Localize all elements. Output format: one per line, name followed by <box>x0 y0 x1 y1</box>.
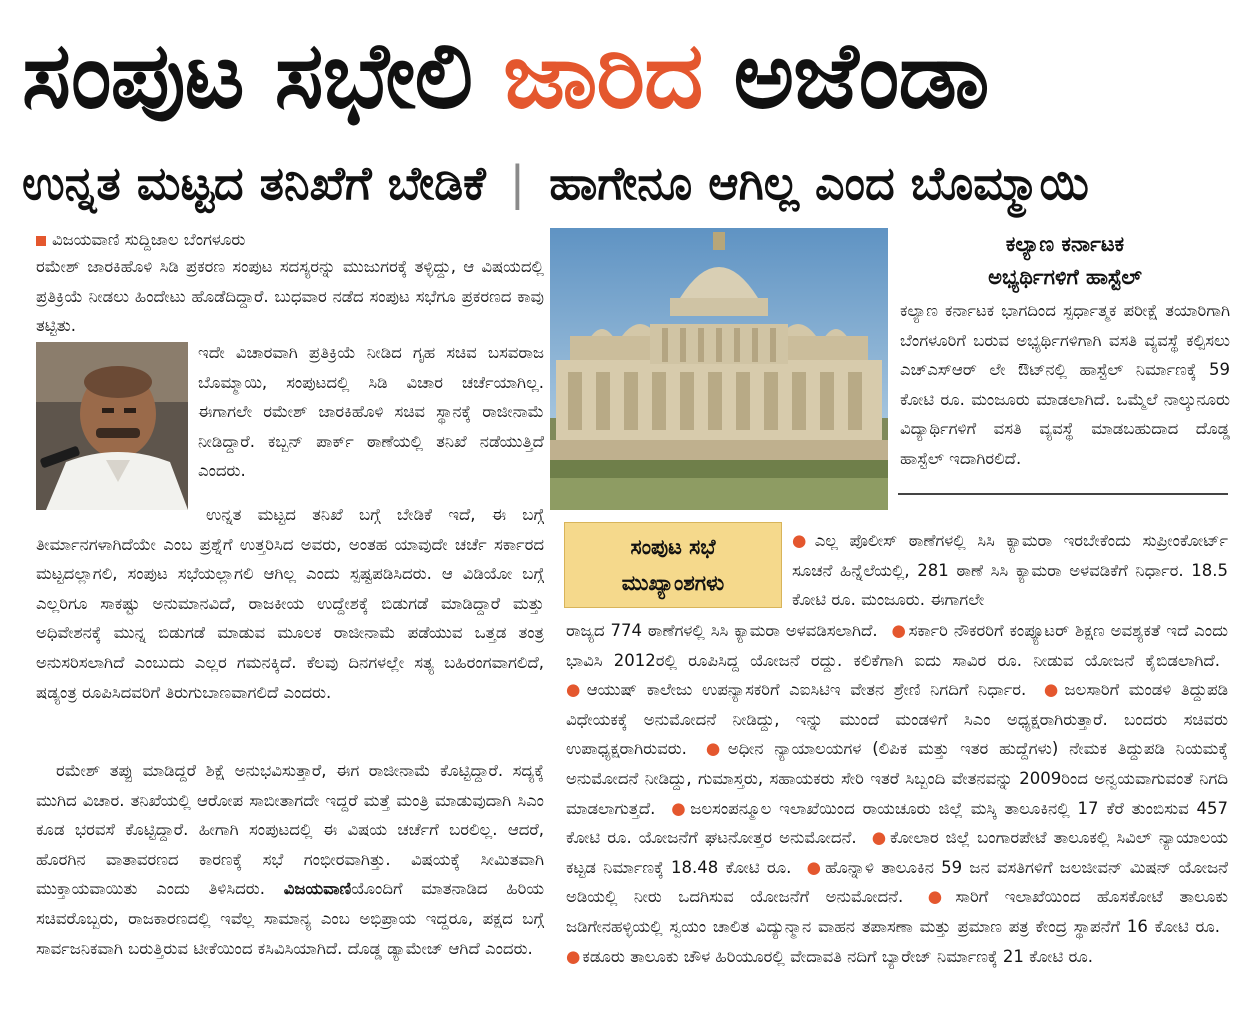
subheadline <box>22 148 1227 218</box>
bullet-icon: ● <box>792 531 813 550</box>
bullet-icon: ● <box>806 857 824 877</box>
portrait-photo-image <box>36 342 188 510</box>
highlight-item: ಆಯುಷ್ ಕಾಲೇಜು ಉಪನ್ಯಾಸಕರಿಗೆ ಎಐಸಿಟಿಇ ವೇತನ ಶ್ರೇಣಿ ನಿಗದಿಗೆ ನಿರ್ಧಾರ. <box>586 680 1027 700</box>
highlight-item-1-top: ಎಲ್ಲ ಪೊಲೀಸ್ ಠಾಣೆಗಳಲ್ಲಿ ಸಿಸಿ ಕ್ಯಾಮರಾ ಇರಬೇಕೆಂದು ಸುಪ್ರೀಂಕೋರ್ಟ್ ಸೂಚನೆ ಹಿನ್ನೆಲೆಯಲ್ಲಿ, 281 ಠಾಣೆ ಸಿಸಿ ಕ್ಯಾಮರಾ ಅಳವಡಿಕೆಗೆ ನಿರ್ಧಾರ. 18.5 ಕೋಟಿ ರೂ. ಮಂಜೂರು. ಈಗಾಗಲೇ <box>792 531 1228 610</box>
highlight-item: ಸರ್ಕಾರಿ ನೌಕರರಿಗೆ ಕಂಪ್ಯೂಟರ್ ಶಿಕ್ಷಣ ಅವಶ್ಯಕತೆ ಇದೆ ಎಂದು ಭಾವಿಸಿ 2012ರಲ್ಲಿ ರೂಪಿಸಿದ್ದ ಯೋಜನೆ ರದ್ದು. ಕಲಿಕೆಗಾಗಿ ಐದು ಸಾವಿರ ರೂ. ನೀಡುವ ಯೋಜನೆ ಕೈಬಿಡಲಾಗಿದೆ. <box>566 621 1228 670</box>
hostel-title-line-1: ಕಲ್ಯಾಣ ಕರ್ನಾಟಕ <box>1005 232 1125 256</box>
highlights-top <box>792 526 1228 618</box>
hostel-body: ಕಲ್ಯಾಣ ಕರ್ನಾಟಕ ಭಾಗದಿಂದ ಸ್ಪರ್ಧಾತ್ಮಕ ಪರೀಕ್ಷೆ ತಯಾರಿಗಾಗಿ ಬೆಂಗಳೂರಿಗೆ ಬರುವ ಅಭ್ಯರ್ಥಿಗಳಿಗಾಗಿ ವಸತಿ ವ್ಯವಸ್ಥೆ ಕಲ್ಪಿಸಲು ಎಚ್ಎಸ್ಆರ್ ಲೇ ಔಟ್‌ನಲ್ಲಿ ಹಾಸ್ಟೆಲ್ ನಿರ್ಮಾಣಕ್ಕೆ 59 ಕೋಟಿ ರೂ. ಮಂಜೂರು ಮಾಡಲಾಗಿದೆ. ಒಮ್ಮೆಲೆ ನಾಲ್ಕುನೂರು ವಿದ್ಯಾರ್ಥಿಗಳಿಗೆ ವಸತಿ ವ್ಯವಸ್ಥೆ ಮಾಡಬಹುದಾದ ದೊಡ್ಡ ಹಾಸ್ಟೆಲ್ ಇದಾಗಿರಲಿದೆ. <box>900 301 1230 468</box>
highlight-item-1-rest: ರಾಜ್ಯದ 774 ಠಾಣೆಗಳಲ್ಲಿ ಸಿಸಿ ಕ್ಯಾಮರಾ ಅಳವಡಿಸಲಾಗಿದೆ. <box>566 621 878 640</box>
article-paragraph-4-a: ರಮೇಶ್ ತಪ್ಪು ಮಾಡಿದ್ದರೆ ಶಿಕ್ಷೆ ಅನುಭವಿಸುತ್ತಾರೆ, ಈಗ ರಾಜೀನಾಮೆ ಕೊಟ್ಟಿದ್ದಾರೆ. ಸದ್ಯಕ್ಕೆ ಮುಗಿದ ವಿಚಾರ. ತನಿಖೆಯಲ್ಲಿ ಆರೋಪ ಸಾಬೀತಾಗದೇ ಇದ್ದರೆ ಮತ್ತೆ ಮಂತ್ರಿ ಮಾಡುವುದಾಗಿ ಸಿಎಂ ಕೂಡ ಭರವಸೆ ಕೊಟ್ಟಿದ್ದಾರೆ. ಹೀಗಾಗಿ ಸಂಪುಟದಲ್ಲಿ ಈ ವಿಷಯ ಚರ್ಚೆಗೆ ಬರಲಿಲ್ಲ. ಆದರೆ, ಹೊರಗಿನ ವಾತಾವರಣದ ಕಾರಣಕ್ಕೆ ಸಭೆ ಗಂಭೀರವಾಗಿತ್ತು. ವಿಷಯಕ್ಕೆ ಸೀಮಿತವಾಗಿ ಮುಕ್ತಾಯವಾಯಿತು ಎಂದು ತಿಳಿಸಿದರು. <box>36 761 544 899</box>
article-paragraph-4 <box>36 756 544 1006</box>
highlights-box-title <box>565 529 781 601</box>
article-paragraph-3: ಉನ್ನತ ಮಟ್ಟದ ತನಿಖೆ ಬಗ್ಗೆ ಬೇಡಿಕೆ ಇದೆ, ಈ ಬಗ್ಗೆ ತೀರ್ಮಾನಗಳಾಗಿದೆಯೇ ಎಂಬ ಪ್ರಶ್ನೆಗೆ ಉತ್ತರಿಸಿದ ಅವರು, ಅಂತಹ ಯಾವುದೇ ಚರ್ಚೆ ಸರ್ಕಾರದ ಮಟ್ಟದಲ್ಲಾಗಲಿ, ಸಂಪುಟ ಸಭೆಯಲ್ಲಾಗಲಿ ಆಗಿಲ್ಲ ಎಂದು ಸ್ಪಷ್ಟಪಡಿಸಿದರು. ಆ ವಿಡಿಯೋ ಬಗ್ಗೆ ಎಲ್ಲರಿಗೂ ಸಾಕಷ್ಟು ಅನುಮಾನವಿದೆ, ರಾಜಕೀಯ ಉದ್ದೇಶಕ್ಕೆ ಬಿಡುಗಡೆ ಮಾಡಿದ್ದಾರೆ ಮತ್ತು ಅಧಿವೇಶನಕ್ಕೆ ಮುನ್ನ ಬಿಡುಗಡೆ ಮಾಡುವ ಮೂಲಕ ರಾಜೀನಾಮೆ ಪಡೆಯುವ ಒತ್ತಡ ತಂತ್ರ ಅನುಸರಿಸಲಾಗಿದೆ ಎಂಬುದು ಎಲ್ಲರ ಗಮನಕ್ಕಿದೆ. ಕೆಲವು ದಿನಗಳಲ್ಲೇ ಸತ್ಯ ಬಹಿರಂಗವಾಗಲಿದೆ, ಷಡ್ಯಂತ್ರ ರೂಪಿಸಿದವರಿಗೆ ತಿರುಗುಬಾಣವಾಗಲಿದೆ ಎಂದರು. <box>36 505 544 702</box>
headline-part-1: ಸಂಪುಟ ಸಭೇಲಿ <box>22 22 473 129</box>
byline-square-icon <box>36 236 46 246</box>
hostel-divider <box>898 493 1228 495</box>
building-photo-image <box>550 228 888 510</box>
byline <box>36 226 556 254</box>
portrait-photo <box>36 342 188 510</box>
subheadline-right: ಹಾಗೇನೂ ಆಗಿಲ್ಲ ಎಂದ ಬೊಮ್ಮಾಯಿ <box>549 156 1089 210</box>
highlight-item: ಅಧೀನ ನ್ಯಾಯಾಲಯಗಳ (ಲಿಪಿಕ ಮತ್ತು ಇತರ ಹುದ್ದೆಗಳು) ನೇಮಕ ತಿದ್ದುಪಡಿ ನಿಯಮಕ್ಕೆ ಅನುಮೋದನೆ ನೀಡಿದ್ದು, ಗುಮಾಸ್ತರು, ಸಹಾಯಕರು ಸೇರಿ ಇತರೆ ಸಿಬ್ಬಂದಿ ವೇತನವನ್ನು 2009ರಿಂದ ಅನ್ವಯವಾಗುವಂತೆ ನಿಗದಿ ಮಾಡಲಾಗುತ್ತದೆ. <box>566 739 1228 818</box>
hostel-title-line-2: ಅಭ್ಯರ್ಥಿಗಳಿಗೆ ಹಾಸ್ಟೆಲ್ <box>988 265 1142 289</box>
highlight-item: ಜಲಸಾರಿಗೆ ಮಂಡಳಿ ತಿದ್ದುಪಡಿ ವಿಧೇಯಕಕ್ಕೆ ಅನುಮೋದನೆ ನೀಡಿದ್ದು, ಇನ್ನು ಮುಂದೆ ಮಂಡಳಿಗೆ ಸಿಎಂ ಅಧ್ಯಕ್ಷರಾಗಿರುತ್ತಾರೆ. ಬಂದರು ಸಚಿವರು ಉಪಾಧ್ಯಕ್ಷರಾಗಿರುವರು. <box>566 680 1228 759</box>
highlight-item: ಹೊನ್ನಾಳಿ ತಾಲೂಕಿನ 59 ಜನ ವಸತಿಗಳಿಗೆ ಜಲಜೀವನ್ ಮಿಷನ್ ಯೋಜನೆ ಅಡಿಯಲ್ಲಿ ನೀರು ಒದಗಿಸುವ ಯೋಜನೆಗೆ ಅನುಮೋದನೆ. <box>566 857 1228 907</box>
hostel-title <box>900 228 1230 294</box>
highlights-box <box>564 522 782 608</box>
highlight-item: ಸಾರಿಗೆ ಇಲಾಖೆಯಿಂದ ಹೊಸಕೋಟೆ ತಾಲೂಕು ಜಡಿಗೇನಹಳ್ಳಿಯಲ್ಲಿ ಸ್ವಯಂ ಚಾಲಿತ ವಿದ್ಯುನ್ಮಾನ ವಾಹನ ತಪಾಸಣಾ ಮತ್ತು ಪ್ರಮಾಣ ಪತ್ರ ಕೇಂದ್ರ ಸ್ಥಾಪನೆಗೆ 16 ಕೋಟಿ ರೂ. <box>566 887 1228 936</box>
bullet-icon: ● <box>891 621 907 640</box>
headline-part-3: ಅಜೆಂಡಾ <box>733 22 989 129</box>
bullet-icon: ● <box>566 946 581 966</box>
highlights-box-line-2: ಮುಖ್ಯಾಂಶಗಳು <box>621 571 725 595</box>
bullet-icon: ● <box>1043 680 1063 700</box>
article-paragraph-2: ಇದೇ ವಿಚಾರವಾಗಿ ಪ್ರತಿಕ್ರಿಯೆ ನೀಡಿದ ಗೃಹ ಸಚಿವ ಬಸವರಾಜ ಬೊಮ್ಮಾಯಿ, ಸಂಪುಟದಲ್ಲಿ ಸಿಡಿ ವಿಚಾರ ಚರ್ಚೆಯಾಗಿಲ್ಲ. ಈಗಾಗಲೇ ರಮೇಶ್ ಜಾರಕಿಹೊಳಿ ಸಚಿವ ಸ್ಥಾನಕ್ಕೆ ರಾಜೀನಾಮೆ ನೀಡಿದ್ದಾರೆ. ಕಬ್ಬನ್ ಪಾರ್ಕ್ ಠಾಣೆಯಲ್ಲಿ ತನಿಖೆ ನಡೆಯುತ್ತಿದೆ ಎಂದರು. <box>198 343 544 481</box>
bullet-icon: ● <box>871 828 888 848</box>
article-paragraph-4-b: ಯೊಂದಿಗೆ ಮಾತನಾಡಿದ ಹಿರಿಯ ಸಚಿವರೊಬ್ಬರು, ರಾಜಕಾರಣದಲ್ಲಿ ಇವೆಲ್ಲ ಸಾಮಾನ್ಯ ಎಂಬ ಅಭಿಪ್ರಾಯ ಇದ್ದರೂ, ಪಕ್ಷದ ಬಗ್ಗೆ ಸಾರ್ವಜನಿಕವಾಗಿ ಬರುತ್ತಿರುವ ಟೀಕೆಯಿಂದ ಕಸಿವಿಸಿಯಾಗಿದೆ. ದೊಡ್ಡ ಡ್ಯಾಮೇಜ್ ಆಗಿದೆ ಎಂದರು. <box>36 879 545 958</box>
headline-part-2: ಜಾರಿದ <box>503 22 703 129</box>
bullet-icon: ● <box>566 680 585 700</box>
highlight-item: ಜಲಸಂಪನ್ಮೂಲ ಇಲಾಖೆಯಿಂದ ರಾಯಚೂರು ಜಿಲ್ಲೆ ಮಸ್ಕಿ ತಾಲೂಕಿನಲ್ಲಿ 17 ಕೆರೆ ತುಂಬಿಸುವ 457 ಕೋಟಿ ರೂ. ಯೋಜನೆಗೆ ಘಟನೋತ್ತರ ಅನುಮೋದನೆ. <box>566 798 1229 848</box>
highlights-box-line-1: ಸಂಪುಟ ಸಭೆ <box>630 535 716 559</box>
subheadline-left: ಉನ್ನತ ಮಟ್ಟದ ತನಿಖೆಗೆ ಬೇಡಿಕೆ <box>22 156 486 210</box>
highlights-list <box>566 616 1228 1006</box>
headline <box>22 16 1227 136</box>
highlight-item: ಕೋಲಾರ ಜಿಲ್ಲೆ ಬಂಗಾರಪೇಟೆ ತಾಲೂಕಲ್ಲಿ ಸಿವಿಲ್ ನ್ಯಾಯಾಲಯ ಕಟ್ಟಡ ನಿರ್ಮಾಣಕ್ಕೆ 18.48 ಕೋಟಿ ರೂ. <box>566 828 1229 877</box>
subheadline-separator: | <box>509 156 526 210</box>
bullet-icon: ● <box>927 887 954 907</box>
building-photo <box>550 228 888 510</box>
article-intro: ರಮೇಶ್ ಜಾರಕಿಹೊಳಿ ಸಿಡಿ ಪ್ರಕರಣ ಸಂಪುಟ ಸದಸ್ಯರನ್ನು ಮುಜುಗರಕ್ಕೆ ತಳ್ಳಿದ್ದು, ಆ ವಿಷಯದಲ್ಲಿ ಪ್ರತಿಕ್ರಿಯೆ ನೀಡಲು ಹಿಂದೇಟು ಹೊಡೆದಿದ್ದಾರೆ. ಬುಧವಾರ ನಡೆದ ಸಂಪುಟ ಸಭೆಗೂ ಪ್ರಕರಣದ ಕಾವು ತಟ್ಟಿತು. <box>36 257 544 336</box>
bullet-icon: ● <box>671 798 689 818</box>
highlight-item: ಕಡೂರು ತಾಲೂಕು ಚೌಳ ಹಿರಿಯೂರಲ್ಲಿ ವೇದಾವತಿ ನದಿಗೆ ಬ್ಯಾರೇಜ್ ನಿರ್ಮಾಣಕ್ಕೆ 21 ಕೋಟಿ ರೂ. <box>582 946 1093 966</box>
bullet-icon: ● <box>705 739 726 759</box>
byline-text: ವಿಜಯವಾಣಿ ಸುದ್ದಿಜಾಲ ಬೆಂಗಳೂರು <box>52 230 246 249</box>
newspaper-name: ವಿಜಯವಾಣಿ <box>283 879 352 899</box>
